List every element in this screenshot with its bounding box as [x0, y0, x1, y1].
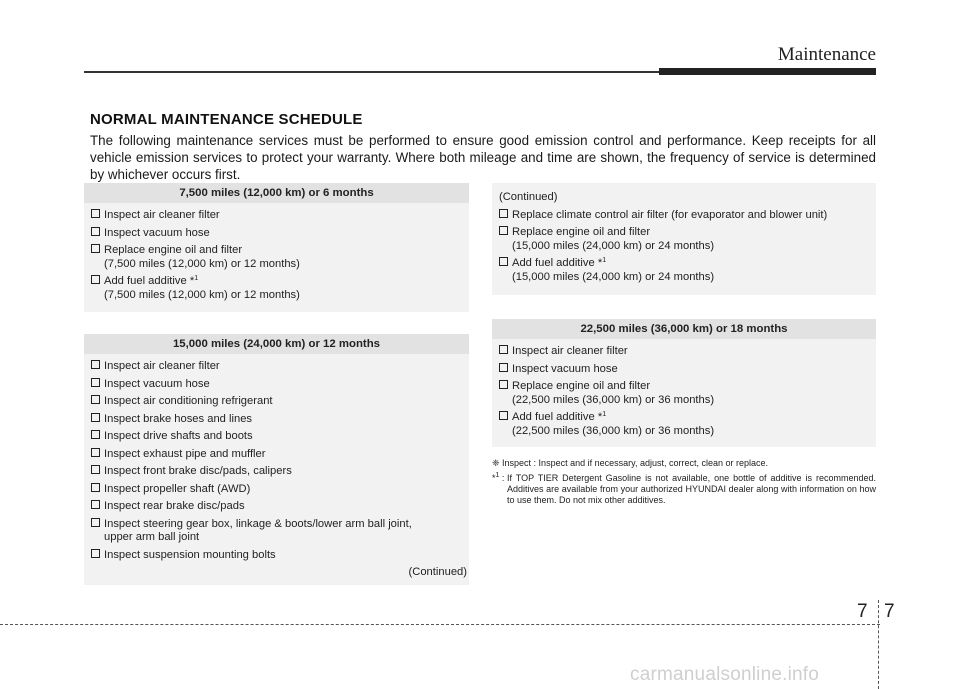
checkbox-square-icon — [499, 345, 508, 354]
checkbox-square-icon — [91, 378, 100, 387]
checklist-item — [91, 448, 469, 462]
checkbox-square-icon — [91, 430, 100, 439]
checkbox-square-icon — [91, 518, 100, 527]
checklist-item — [91, 395, 469, 409]
checkbox-square-icon — [499, 363, 508, 372]
checklist-item — [91, 549, 469, 563]
checklist-item-text: Replace engine oil and filter — [512, 380, 651, 392]
checkbox-square-icon — [499, 411, 508, 420]
footer-vertical-divider — [878, 600, 879, 689]
schedule-box-15000-continued — [492, 183, 876, 295]
checkbox-square-icon — [91, 275, 100, 284]
checkbox-square-icon — [91, 483, 100, 492]
checklist-item-interval: upper arm ball joint — [104, 531, 200, 543]
checklist-item — [499, 363, 876, 377]
checklist-item-text: Inspect exhaust pipe and muffler — [104, 447, 266, 460]
checklist-item — [91, 465, 469, 479]
checklist-item-text: Inspect air cleaner filter — [104, 360, 220, 372]
checklist-item-text: Inspect front brake disc/pads, calipers — [104, 465, 292, 477]
checklist-item — [91, 244, 469, 271]
checkbox-square-icon — [91, 549, 100, 558]
checklist-item-text: Replace engine oil and filter — [104, 244, 243, 256]
checklist-item-text: Replace climate control air filter (for evaporator and blower unit) — [512, 208, 828, 221]
footnote-fuel-additive — [492, 473, 876, 506]
checklist-item-interval: (15,000 miles (24,000 km) or 24 months) — [512, 270, 715, 283]
schedule-item-list — [84, 203, 469, 308]
checklist-item-text: Inspect air cleaner filter — [512, 345, 628, 357]
header-rule — [84, 71, 659, 73]
checklist-item — [499, 411, 876, 438]
checklist-item — [91, 483, 469, 497]
checklist-item-interval: (7,500 miles (12,000 km) or 12 months) — [104, 257, 300, 270]
checkbox-square-icon — [499, 209, 508, 218]
footnote-text: If TOP TIER Detergent Gasoline is not available, one bottle of additive is recommended. Additives are available from your authorized HYUNDAI dealer along with information on how to use them. Do not mix other additives. — [506, 473, 876, 505]
checklist-item — [91, 518, 469, 545]
header-rule-bar — [659, 68, 876, 75]
checklist-item-interval: (22,500 miles (36,000 km) or 36 months) — [512, 424, 715, 437]
watermark: carmanualsonline.info — [630, 664, 820, 685]
checklist-item-interval: (22,500 miles (36,000 km) or 36 months) — [512, 393, 715, 406]
checklist-item-text: Inspect drive shafts and boots — [104, 430, 253, 442]
checkbox-square-icon — [91, 360, 100, 369]
checklist-item — [91, 360, 469, 374]
checklist-item — [499, 257, 876, 284]
checklist-item — [91, 227, 469, 241]
checklist-item — [91, 275, 469, 302]
checklist-item — [91, 209, 469, 223]
checklist-item — [499, 209, 876, 223]
checklist-item-text: Inspect air conditioning refrigerant — [104, 395, 273, 407]
footnote-ref: 1 — [194, 275, 199, 282]
checklist-item-text: Add fuel additive * — [104, 275, 195, 287]
checklist-item — [499, 380, 876, 407]
footnote-ref: 1 — [602, 411, 607, 418]
checklist-item — [499, 345, 876, 359]
checkbox-square-icon — [91, 465, 100, 474]
checklist-item-text: Inspect brake hoses and lines — [104, 412, 253, 425]
checklist-item-text: Inspect air cleaner filter — [104, 209, 220, 221]
footnotes — [492, 458, 876, 510]
checklist-item — [91, 413, 469, 427]
checkbox-square-icon — [499, 257, 508, 266]
checklist-item — [91, 378, 469, 392]
schedule-box-22500 — [492, 319, 876, 447]
page-number: 7 — [884, 601, 895, 622]
checklist-item-text: Inspect suspension mounting bolts — [104, 548, 276, 561]
checklist-item-interval: (15,000 miles (24,000 km) or 24 months) — [512, 239, 715, 252]
checkbox-square-icon — [91, 209, 100, 218]
footnote-marker: *$^1$ : — [492, 472, 507, 483]
page-heading: NORMAL MAINTENANCE SCHEDULE — [90, 111, 363, 128]
continued-label: (Continued) — [408, 566, 467, 578]
checkbox-square-icon — [91, 244, 100, 253]
schedule-box-title: 22,500 miles (36,000 km) or 18 months — [492, 319, 876, 339]
schedule-item-list — [492, 339, 876, 444]
checklist-item-text: Add fuel additive * — [512, 411, 603, 423]
checklist-item-text: Inspect vacuum hose — [104, 377, 210, 390]
intro-paragraph: The following maintenance services must be performed to ensure good emission control and performance. Keep receipts for all vehicle emission services to protect your warranty. Where both mileage and time are shown, the frequency of service is determined by whichever occurs first. — [90, 133, 876, 182]
checkbox-square-icon — [91, 227, 100, 236]
schedule-item-list — [91, 360, 469, 562]
checklist-item-text: Inspect rear brake disc/pads — [104, 500, 245, 512]
checklist-item — [91, 500, 469, 514]
checklist-item-interval: (7,500 miles (12,000 km) or 12 months) — [104, 288, 300, 301]
checklist-item-text: Inspect steering gear box, linkage & boots/lower arm ball joint, — [104, 517, 412, 530]
schedule-box-title: 15,000 miles (24,000 km) or 12 months — [84, 334, 469, 354]
checkbox-square-icon — [499, 226, 508, 235]
checkbox-square-icon — [91, 448, 100, 457]
checklist-item-text: Inspect vacuum hose — [512, 362, 618, 375]
checkbox-square-icon — [499, 380, 508, 389]
checklist-item — [499, 226, 876, 253]
checkbox-square-icon — [91, 413, 100, 422]
schedule-box-7500 — [84, 183, 469, 312]
footnote-ref: 1 — [602, 257, 607, 264]
schedule-box-15000 — [84, 334, 469, 585]
schedule-item-list — [499, 209, 876, 285]
checklist-item — [91, 430, 469, 444]
chapter-number: 7 — [857, 601, 868, 622]
continued-label: (Continued) — [499, 191, 558, 203]
footer-divider — [0, 624, 880, 625]
checklist-item-text: Inspect vacuum hose — [104, 226, 210, 239]
footnote-inspect: ❈ Inspect : Inspect and if necessary, adjust, correct, clean or replace. — [492, 458, 769, 468]
section-title: Maintenance — [777, 44, 876, 65]
checklist-item-text: Replace engine oil and filter — [512, 226, 651, 238]
checkbox-square-icon — [91, 500, 100, 509]
schedule-box-title: 7,500 miles (12,000 km) or 6 months — [84, 183, 469, 203]
checklist-item-text: Add fuel additive * — [512, 257, 603, 269]
checkbox-square-icon — [91, 395, 100, 404]
checklist-item-text: Inspect propeller shaft (AWD) — [104, 482, 251, 495]
